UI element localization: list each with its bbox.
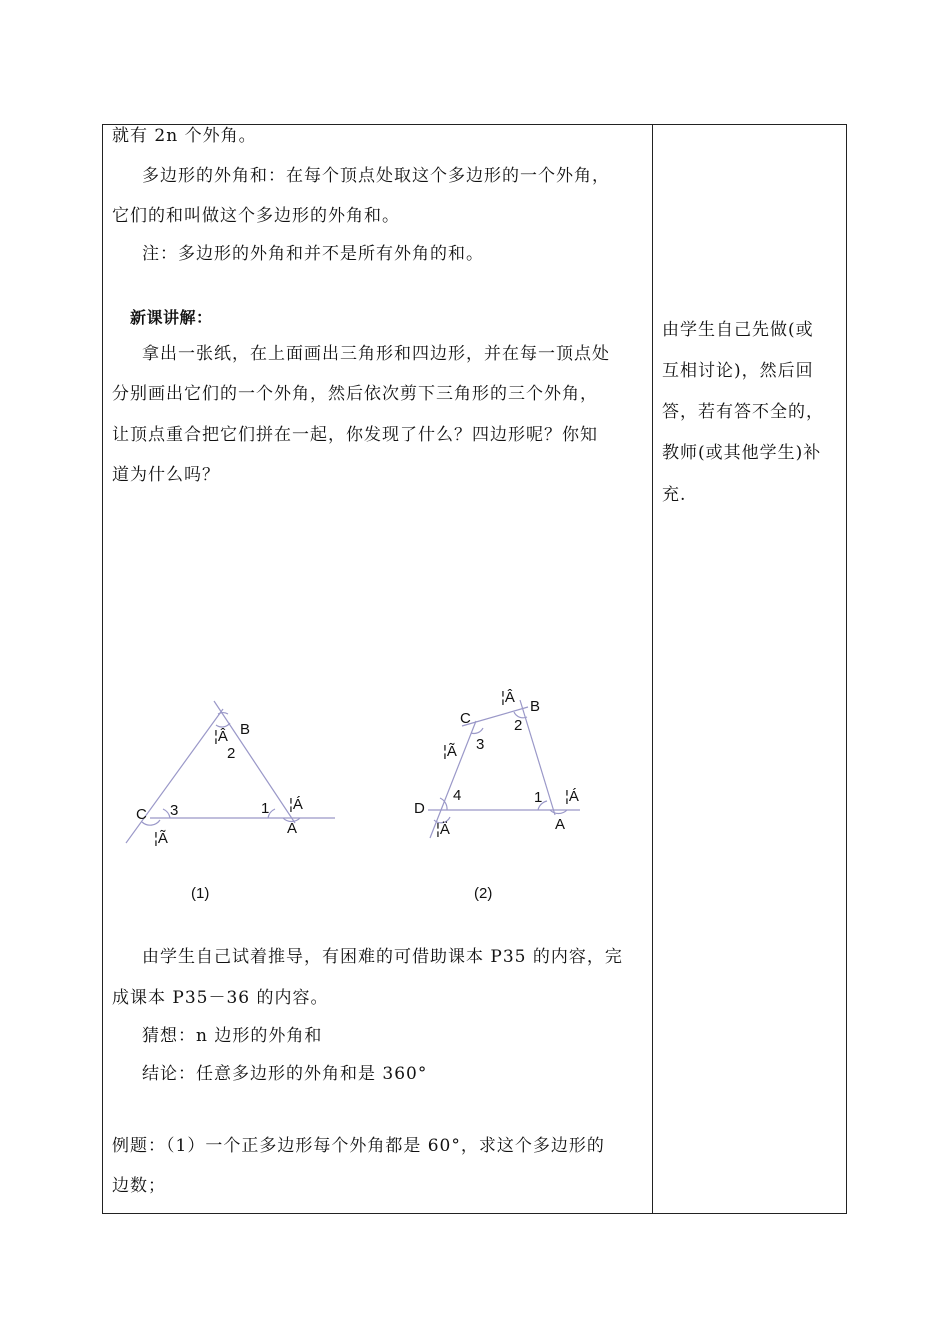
figure-1 bbox=[126, 701, 335, 843]
text-line: 注：多边形的外角和并不是所有外角的和。 bbox=[142, 244, 484, 264]
fig1-num-3: 3 bbox=[170, 802, 179, 819]
text-line: 就有 2n 个外角。 bbox=[112, 126, 257, 146]
fig1-angle-alpha: ¦Á bbox=[289, 796, 303, 813]
fig1-num-2: 2 bbox=[227, 745, 236, 762]
fig2-label-A: A bbox=[555, 816, 566, 833]
figures-diagram bbox=[110, 670, 610, 910]
side-note-line: 由学生自己先做(或 bbox=[662, 320, 814, 340]
fig1-caption: (1) bbox=[191, 885, 210, 902]
text-line: 拿出一张纸，在上面画出三角形和四边形，并在每一顶点处 bbox=[142, 344, 610, 364]
fig2-num-3: 3 bbox=[476, 736, 485, 753]
text-line: 它们的和叫做这个多边形的外角和。 bbox=[112, 206, 400, 226]
fig1-angle-2 bbox=[216, 723, 230, 727]
fig2-angle-beta: ¦Â bbox=[501, 689, 515, 706]
fig2-angle-alpha: ¦Á bbox=[565, 788, 579, 805]
text-line: 成课本 P35－36 的内容。 bbox=[112, 988, 329, 1008]
fig1-label-A: A bbox=[287, 820, 298, 837]
column-divider bbox=[652, 125, 653, 1213]
fig2-label-B: B bbox=[530, 698, 541, 715]
fig1-num-1: 1 bbox=[261, 800, 270, 817]
text-line: 例题：（1）一个正多边形每个外角都是 60°，求这个多边形的 bbox=[112, 1136, 605, 1156]
side-note-line: 教师(或其他学生)补 bbox=[662, 443, 822, 463]
side-note-line: 答，若有答不全的， bbox=[662, 402, 824, 422]
text-line: 由学生自己试着推导，有困难的可借助课本 P35 的内容，完 bbox=[142, 947, 623, 967]
section-heading: 新课讲解： bbox=[130, 308, 213, 327]
text-line: 道为什么吗？ bbox=[112, 465, 220, 485]
fig2-caption: (2) bbox=[474, 885, 493, 902]
side-note-line: 充. bbox=[662, 485, 687, 505]
text-line: 让顶点重合把它们拼在一起，你发现了什么？四边形呢？你知 bbox=[112, 425, 598, 445]
text-line: 多边形的外角和：在每个顶点处取这个多边形的一个外角， bbox=[142, 166, 610, 186]
fig1-angle-gamma: ¦Ã bbox=[154, 830, 168, 847]
text-line: 结论：任意多边形的外角和是 360° bbox=[142, 1064, 428, 1084]
fig2-label-D: D bbox=[414, 800, 425, 817]
fig2-num-1: 1 bbox=[534, 789, 543, 806]
fig1-side-ba bbox=[214, 701, 295, 823]
text-line: 分别画出它们的一个外角，然后依次剪下三角形的三个外角， bbox=[112, 384, 598, 404]
fig1-label-C: C bbox=[136, 806, 147, 823]
fig2-angle-gamma: ¦Ã bbox=[443, 743, 457, 760]
fig1-angle-3 bbox=[163, 809, 170, 818]
fig1-label-B: B bbox=[240, 721, 251, 738]
fig1-angle-beta: ¦Â bbox=[214, 728, 228, 745]
fig2-label-C: C bbox=[460, 710, 471, 727]
text-line: 边数； bbox=[112, 1176, 166, 1196]
lesson-table bbox=[102, 124, 847, 1214]
fig2-num-4: 4 bbox=[453, 787, 462, 804]
fig2-angle-delta: ¦Ä bbox=[436, 821, 450, 838]
side-note-line: 互相讨论)，然后回 bbox=[662, 361, 814, 381]
fig2-num-2: 2 bbox=[514, 717, 523, 734]
text-line: 猜想：n 边形的外角和 bbox=[142, 1026, 323, 1046]
